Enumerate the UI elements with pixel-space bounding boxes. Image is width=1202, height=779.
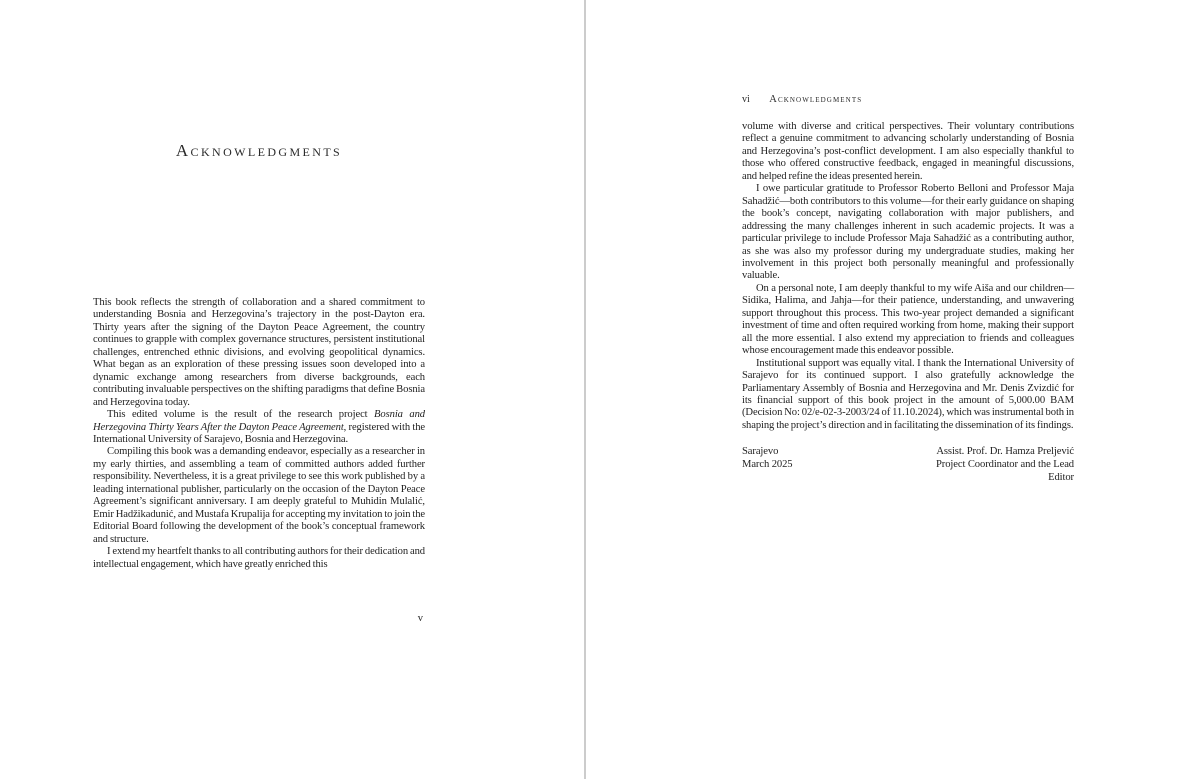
signature-date: March 2025: [742, 459, 793, 471]
signature-role-line1: Project Coordinator and the Lead: [935, 459, 1074, 471]
page-number-right: vi: [742, 94, 750, 105]
page-number-left: v: [417, 613, 423, 624]
page-left: [0, 0, 584, 779]
paragraph: [93, 297, 425, 409]
paragraph-text: I owe particular gratitude to Professor Roberto Belloni and Professor Maja Sahadžić—both contributors to this volume—for their early guidance on shaping the book’s concept, navigating collaboration with major publishers, and addressing the many challenges inherent in such academic projects. It was a particular privilege to include Professor Maja Sahadžić as a contributing author, as she was also my professor during my undergraduate studies, making her involvement in this project both personally meaningful and professionally valuable.: [742, 183, 1074, 282]
paragraph-text: I extend my heartfelt thanks to all contributing authors for their dedication and intellectual engagement, which have greatly enriched this: [93, 546, 425, 570]
paragraph-text: Compiling this book was a demanding endeavor, especially as a researcher in my early thirties, and assembling a team of committed authors added further responsibility. Nevertheless, it is a great privilege to see this work published by a leading international publisher, particularly on the occasion of the Dayton Peace Agreement’s significant anniversary. I am deeply grateful to Muhidin Mulalić, Emir Hadžikadunić, and Mustafa Krupalija for accepting my invitation to join the Editorial Board following the development of the book’s conceptual framework and structure.: [93, 446, 425, 545]
paragraph: [742, 121, 1074, 183]
paragraph: [93, 446, 425, 546]
signature-place: Sarajevo: [742, 446, 779, 458]
paragraph: [742, 283, 1074, 358]
running-head: [742, 94, 1074, 106]
paragraph-text: volume with diverse and critical perspectives. Their voluntary contributions reflect a genuine commitment to advancing scholarly understanding of Bosnia and Herzegovina’s post-conflict development. I am also especially thankful to those who offered constructive feedback, engaged in meaningful discussions, and helped refine the ideas presented herein.: [742, 121, 1074, 182]
signature-block: [742, 445, 1074, 484]
left-text-block: [93, 0, 425, 779]
right-text-block: [742, 0, 1074, 779]
paragraph: [742, 183, 1074, 283]
paragraph: [742, 358, 1074, 433]
signature-role-line2: Editor: [1048, 472, 1074, 484]
signature-place-date: [742, 445, 792, 471]
paragraph-text: On a personal note, I am deeply thankful to my wife Aiša and our children—Sidika, Halima, and Jahja—for their patience, understanding, and unwavering support throughout this process. This two-year project demanded a significant investment of time and often required working from home, making their support all the more essential. I also extend my appreciation to friends and colleagues whose encouragement made this endeavor possible.: [742, 282, 1074, 357]
paragraph-text: , registered with the International University of Sarajevo, Bosnia and Herzegovina.: [93, 421, 425, 445]
paragraph: [93, 546, 425, 571]
page-right: [586, 0, 1202, 779]
paragraph-text: This edited volume is the result of the research project: [107, 409, 375, 421]
paragraph: [93, 409, 425, 446]
signature-name: Assist. Prof. Dr. Hamza Preljević: [936, 446, 1074, 458]
signature-author: [936, 445, 1074, 484]
running-title: Acknowledgments: [769, 94, 863, 105]
paragraph-text: This book reflects the strength of collaboration and a shared commitment to understanding Bosnia and Herzegovina’s trajectory in the post-Dayton era. Thirty years after the signing of the Dayton Peace Agreement, the country continues to grapple with complex governance structures, persistent institutional challenges, entrenched ethnic divisions, and evolving geopolitical dynamics. What began as an exploration of these pressing issues soon developed into a dynamic exchange among researchers from diverse backgrounds, each contributing invaluable perspectives on the shifting paradigms that define Bosnia and Herzegovina today.: [93, 297, 425, 408]
chapter-title: Acknowledgments: [175, 141, 343, 160]
left-body-text: [93, 297, 425, 571]
right-flow: [742, 121, 1074, 484]
right-body-text: [742, 121, 1074, 432]
paragraph-text: Institutional support was equally vital. I thank the International University of Sarajevo for its continued support. I also gratefully acknowledge the Parliamentary Assembly of Bosnia and Herzegovina and Mr. Denis Zvizdić for its financial support of this book project in the amount of 5,000.00 BAM (Decision No: 02/e-02-3-2003/24 of 11.10.2024), which was instrumental both in shaping the project’s direction and in facilitating the dissemination of its findings.: [742, 357, 1074, 431]
project-title-italic: Bosnia and Herzegovina Thirty Years After the Dayton Peace Agreement: [93, 409, 425, 433]
